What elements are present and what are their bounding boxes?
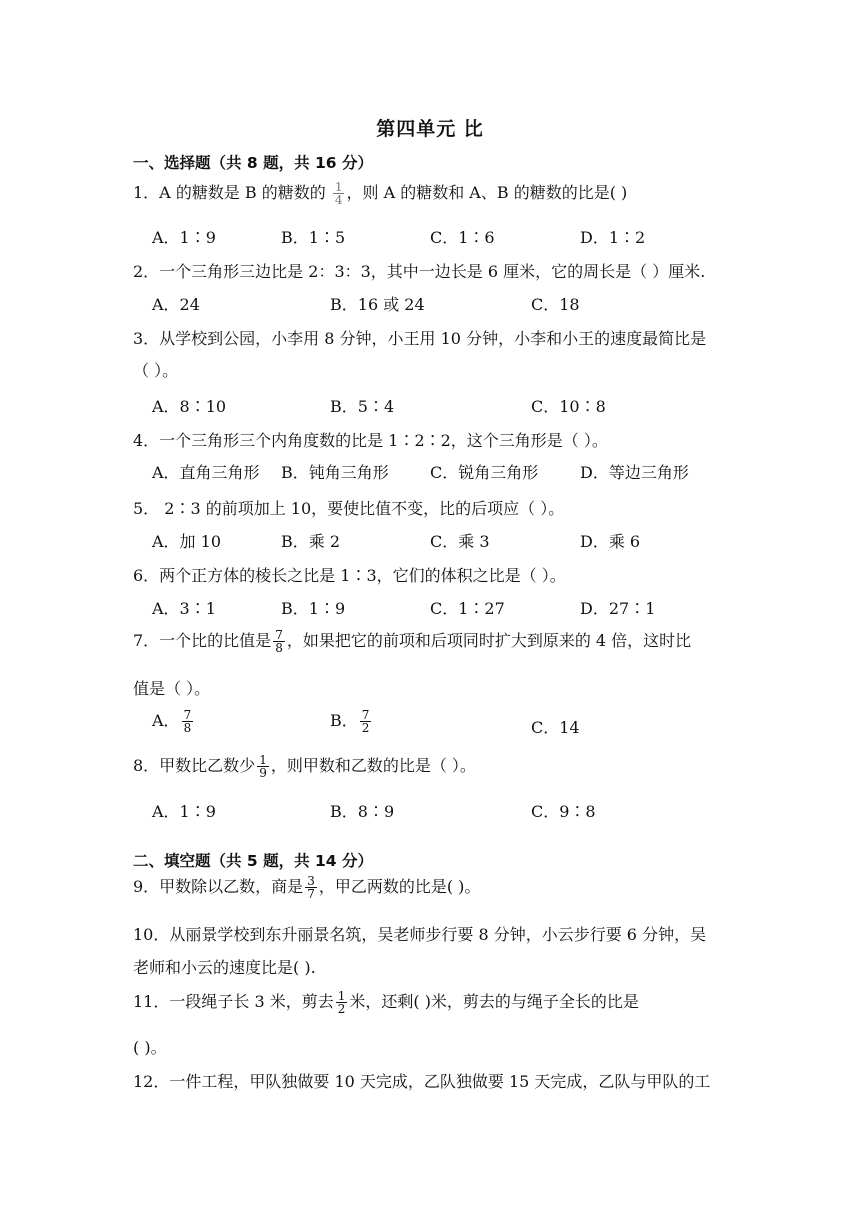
question-11-text-end: 米，还剩( )米，剪去的与绳子全长的比是 <box>349 992 639 1011</box>
option: C．9∶8 <box>531 802 596 821</box>
option: D．27∶1 <box>580 599 656 618</box>
question-12: 12．一件工程，甲队独做要 10 天完成，乙队独做要 15 天完成，乙队与甲队的工 <box>133 1072 711 1091</box>
question-11 <box>133 989 639 1015</box>
option: C．1∶27 <box>430 599 505 618</box>
question-7-text-end: ，如果把它的前项和后项同时扩大到原来的 4 倍，这时比 <box>286 631 692 650</box>
option: A．1∶9 <box>152 802 216 821</box>
option: B．5∶4 <box>330 397 395 416</box>
question-7-text: 7．一个比的比值是 <box>133 631 272 650</box>
fraction: $\frac{1}{2}$ <box>337 989 346 1016</box>
fraction: $\frac{3}{7}$ <box>307 874 315 901</box>
fraction: $\frac{7}{8}$ <box>275 628 283 655</box>
option: C．18 <box>531 295 580 314</box>
question-11-text: 11．一段绳子长 3 米，剪去 <box>133 992 334 1011</box>
question-9 <box>133 874 480 900</box>
option: A．加 10 <box>152 532 222 551</box>
option: C．14 <box>531 718 580 737</box>
option: D．等边三角形 <box>580 463 689 482</box>
option: C．1∶6 <box>430 228 495 247</box>
option: A．3∶1 <box>152 599 216 618</box>
question-11-cont: ( )。 <box>133 1038 167 1057</box>
fraction: $\frac{7}{2}$ <box>361 708 370 735</box>
page-title: 第四单元 比 <box>376 118 484 140</box>
question-8 <box>133 753 476 779</box>
question-10: 10．从丽景学校到东升丽景名筑，吴老师步行要 8 分钟，小云步行要 6 分钟，吴 <box>133 925 707 944</box>
question-4: 4．一个三角形三个内角度数的比是 1∶2∶2，这个三角形是（ ）。 <box>133 431 608 450</box>
option: D．乘 6 <box>580 532 641 551</box>
option: C．10∶8 <box>531 397 606 416</box>
option: B．钝角三角形 <box>281 463 389 482</box>
option: B．1∶5 <box>281 228 346 247</box>
option: C．乘 3 <box>430 532 490 551</box>
question-10-cont: 老师和小云的速度比是( ). <box>133 958 316 977</box>
fraction: $\frac{7}{8}$ <box>183 708 192 735</box>
option: B．乘 2 <box>281 532 341 551</box>
question-8-text-end: ，则甲数和乙数的比是（ ）。 <box>270 756 476 775</box>
question-5: 5． 2∶3 的前项加上 10，要使比值不变，比的后项应（ ）。 <box>133 499 565 518</box>
question-7-cont: 值是（ ）。 <box>133 679 211 698</box>
question-3: 3．从学校到公园，小李用 8 分钟，小王用 10 分钟，小李和小王的速度最简比是 <box>133 329 707 348</box>
option: B．1∶9 <box>281 599 346 618</box>
question-9-text-end: ，甲乙两数的比是( )。 <box>318 877 481 896</box>
question-8-text: 8．甲数比乙数少 <box>133 756 256 775</box>
question-3-cont: （ ）。 <box>133 361 179 380</box>
question-6: 6．两个正方体的棱长之比是 1∶3，它们的体积之比是（ ）。 <box>133 566 566 585</box>
option: A． $\frac{7}{8}$ <box>152 708 192 735</box>
question-1 <box>133 180 627 206</box>
fraction: $\frac{1}{9}$ <box>259 753 267 780</box>
option: D．1∶2 <box>580 228 646 247</box>
option: B．16 或 24 <box>330 295 425 314</box>
fraction: $\frac{1}{4}$ <box>334 180 343 207</box>
section-heading-choice: 一、选择题（共 8 题，共 16 分） <box>133 154 373 172</box>
option: C．锐角三角形 <box>430 463 539 482</box>
option: A．直角三角形 <box>152 463 260 482</box>
option: A．1∶9 <box>152 228 216 247</box>
option: A．8∶10 <box>152 397 227 416</box>
option: B．8∶9 <box>330 802 395 821</box>
question-1-text-end: ，则 A 的糖数和 A、B 的糖数的比是( ) <box>346 183 628 202</box>
option: B． $\frac{7}{2}$ <box>330 708 370 735</box>
question-2: 2．一个三角形三边比是 2：3：3，其中一边长是 6 厘米，它的周长是（ ）厘米. <box>133 262 706 281</box>
option: A．24 <box>152 295 200 314</box>
question-7 <box>133 628 691 654</box>
section-heading-fill: 二、填空题（共 5 题，共 14 分） <box>133 852 373 870</box>
question-9-text: 9．甲数除以乙数，商是 <box>133 877 304 896</box>
question-1-text: 1．A 的糖数是 B 的糖数的 <box>133 183 331 202</box>
